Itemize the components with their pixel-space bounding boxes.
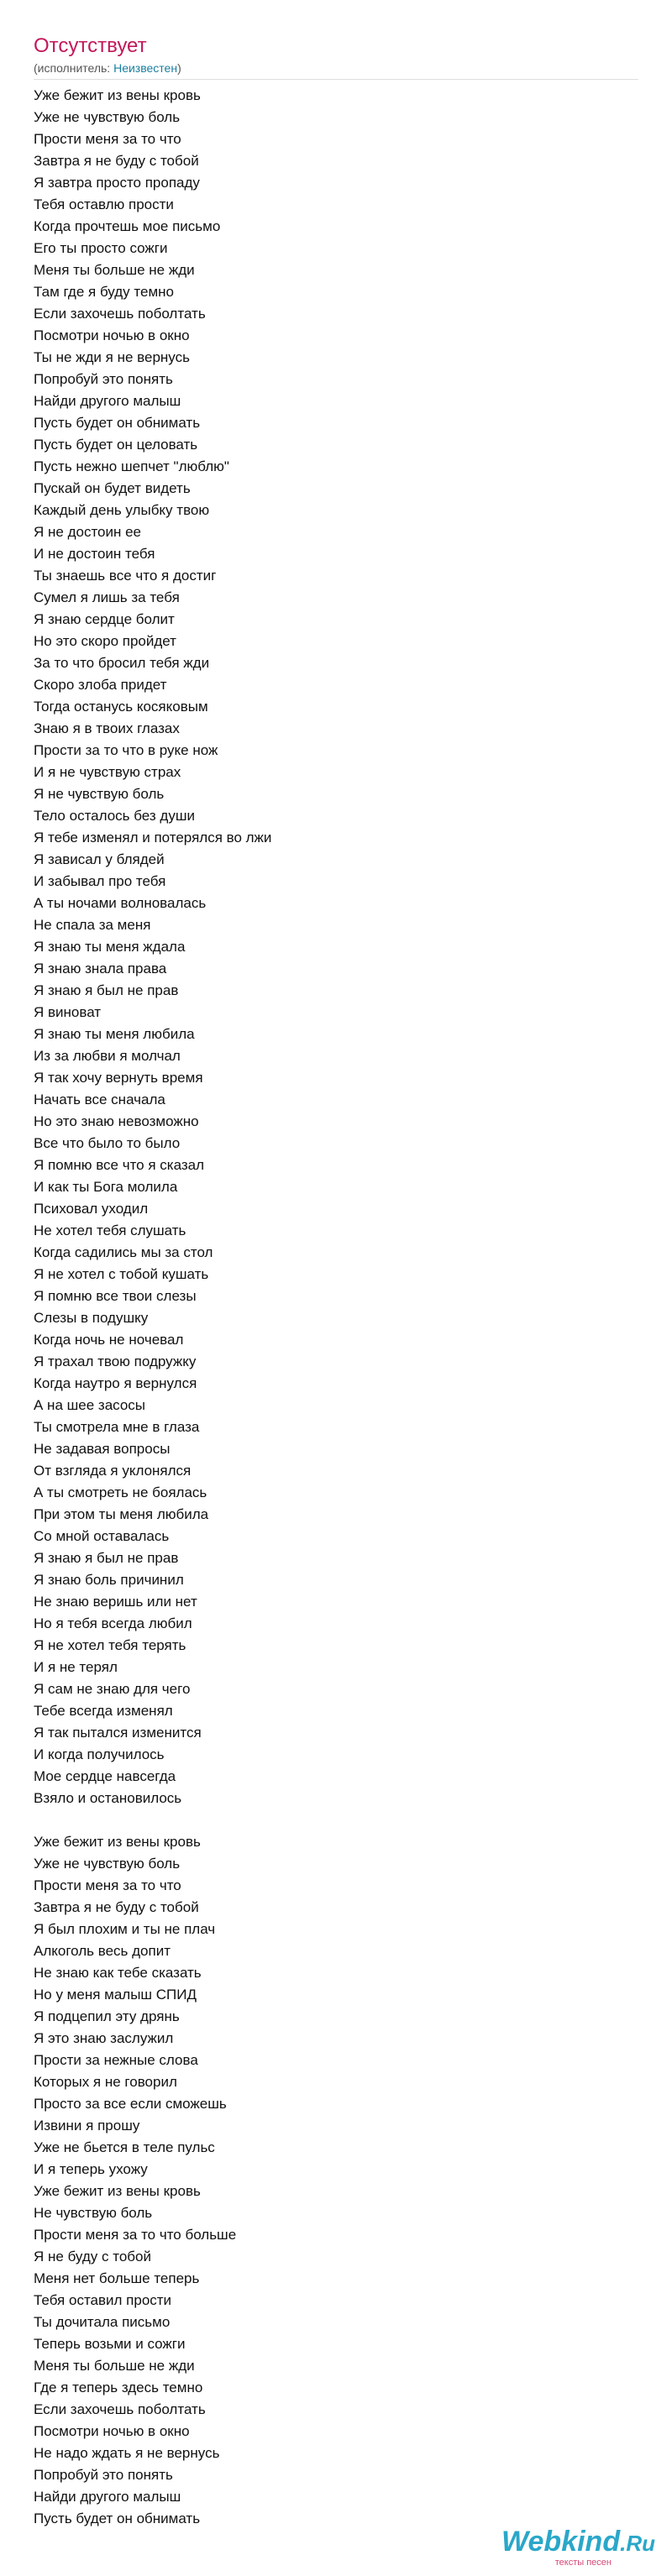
lyric-line: Не чувствую боль xyxy=(34,2205,153,2221)
lyric-line: Если захочешь поболтать xyxy=(34,306,206,322)
lyric-line: Я помню все что я сказал xyxy=(34,1157,205,1173)
lyric-line: Я трахал твою подружку xyxy=(34,1353,197,1369)
lyric-line: Прости за нежные слова xyxy=(34,2052,198,2068)
lyric-line: Которых я не говорил xyxy=(34,2074,177,2090)
lyric-line: Посмотри ночью в окно xyxy=(34,327,190,343)
webkind-logo[interactable] xyxy=(501,2526,655,2568)
lyric-line: Не знаю как тебе сказать xyxy=(34,1965,202,1981)
lyric-line: Если захочешь поболтать xyxy=(34,2401,206,2417)
lyric-line: Просто за все если сможешь xyxy=(34,2096,227,2112)
lyric-line: Я так хочу вернуть время xyxy=(34,1070,203,1086)
logo-wordmark xyxy=(501,2526,655,2559)
lyric-line: Я был плохим и ты не плач xyxy=(34,1921,216,1937)
lyric-line: Не знаю веришь или нет xyxy=(34,1594,197,1610)
lyric-line: При этом ты меня любила xyxy=(34,1506,209,1522)
lyric-line: Когда наутро я вернулся xyxy=(34,1375,197,1391)
lyric-line: Я сам не знаю для чего xyxy=(34,1681,191,1697)
lyric-line: Меня нет больше теперь xyxy=(34,2270,200,2286)
lyric-line: Но я тебя всегда любил xyxy=(34,1615,192,1631)
lyric-line: Взяло и остановилось xyxy=(34,1790,182,1806)
lyric-line: Уже не чувствую боль xyxy=(34,109,181,125)
lyric-line: Я помню все твои слезы xyxy=(34,1288,197,1304)
lyric-line: Я подцепил эту дрянь xyxy=(34,2008,180,2024)
lyric-line: Я знаю сердце болит xyxy=(34,611,175,627)
logo-tagline: тексты песен xyxy=(554,2558,612,2568)
lyric-line: Завтра я не буду с тобой xyxy=(34,153,199,169)
lyric-line: Прости меня за то что xyxy=(34,1877,181,1893)
lyric-line: Слезы в подушку xyxy=(34,1310,149,1326)
lyric-line: Ты смотрела мне в глаза xyxy=(34,1419,200,1435)
lyric-line: Уже не бьется в теле пульс xyxy=(34,2139,215,2155)
lyric-line: Психовал уходил xyxy=(34,1201,149,1217)
lyric-line: Я тебе изменял и потерялся во лжи xyxy=(34,830,272,846)
lyric-line: Уже бежит из вены кровь xyxy=(34,87,201,103)
lyric-line: Все что было то было xyxy=(34,1135,181,1151)
lyric-line: Уже бежит из вены кровь xyxy=(34,2183,201,2199)
lyric-line: Я зависал у блядей xyxy=(34,851,165,867)
lyric-line: Я завтра просто пропаду xyxy=(34,175,200,191)
lyric-line: Я знаю знала права xyxy=(34,961,167,976)
lyric-line: Тебя оставлю прости xyxy=(34,196,174,212)
lyric-line: Мое сердце навсегда xyxy=(34,1768,176,1784)
lyric-line: Найди другого малыш xyxy=(34,393,181,409)
lyric-line: Где я теперь здесь темно xyxy=(34,2380,203,2395)
artist-line xyxy=(34,60,181,76)
lyric-line: Но это скоро пройдет xyxy=(34,633,176,649)
lyric-line: Пусть нежно шепчет "люблю" xyxy=(34,458,229,474)
lyric-line: Завтра я не буду с тобой xyxy=(34,1899,199,1915)
lyric-line: Когда ночь не ночевал xyxy=(34,1332,184,1348)
lyric-line: Скоро злоба придет xyxy=(34,677,167,693)
lyric-line: Не спала за меня xyxy=(34,917,151,933)
lyric-line: Попробуй это понять xyxy=(34,371,173,387)
lyric-line: И забывал про тебя xyxy=(34,873,166,889)
lyric-line: Я не хотел тебя терять xyxy=(34,1637,186,1653)
logo-web: Web xyxy=(501,2526,562,2558)
lyric-line: Прости за то что в руке нож xyxy=(34,742,218,758)
lyric-line: Там где я буду темно xyxy=(34,284,174,300)
lyric-line: Меня ты больше не жди xyxy=(34,2358,195,2374)
lyric-line: Ты знаешь все что я достиг xyxy=(34,568,217,584)
lyric-line: Извини я прошу xyxy=(34,2118,140,2134)
lyric-line: Посмотри ночью в окно xyxy=(34,2423,190,2439)
lyric-line: Пускай он будет видеть xyxy=(34,480,191,496)
lyric-line: Я это знаю заслужил xyxy=(34,2030,174,2046)
lyric-line: За то что бросил тебя жди xyxy=(34,655,210,671)
lyric-line: Из за любви я молчал xyxy=(34,1048,181,1064)
lyric-line: Его ты просто сожги xyxy=(34,240,168,256)
lyric-line: Пусть будет он обнимать xyxy=(34,2511,201,2526)
lyric-line: Прости меня за то что больше xyxy=(34,2227,237,2243)
lyric-line: Ты не жди я не вернусь xyxy=(34,349,190,365)
lyric-line: Я знаю боль причинил xyxy=(34,1572,184,1588)
lyric-line: Попробуй это понять xyxy=(34,2467,173,2483)
song-title: Отсутствует xyxy=(34,34,147,57)
lyric-line: Пусть будет он обнимать xyxy=(34,415,201,431)
lyric-line: И я не чувствую страх xyxy=(34,764,181,780)
lyric-line: Тебе всегда изменял xyxy=(34,1703,173,1719)
lyric-line: Прости меня за то что xyxy=(34,131,181,147)
lyric-line: Тело осталось без души xyxy=(34,808,195,824)
lyric-line: Я знаю я был не прав xyxy=(34,982,179,998)
artist-suffix: ) xyxy=(177,61,181,75)
lyric-line: Не надо ждать я не вернусь xyxy=(34,2445,220,2461)
lyric-line: Тебя оставил прости xyxy=(34,2292,172,2308)
lyric-line: Я не буду с тобой xyxy=(34,2249,151,2264)
artist-prefix: (исполнитель: xyxy=(34,61,114,75)
lyric-line: Но у меня малыш СПИД xyxy=(34,1987,197,2003)
lyric-line: Я знаю ты меня любила xyxy=(34,1026,195,1042)
lyric-line: А ты ночами волновалась xyxy=(34,895,207,911)
lyric-line: И я теперь ухожу xyxy=(34,2161,148,2177)
lyric-line: Тогда останусь косяковым xyxy=(34,699,208,715)
lyric-line: Я знаю я был не прав xyxy=(34,1550,179,1566)
verse-gap xyxy=(34,1809,638,1831)
lyric-line: Я не достоин ее xyxy=(34,524,142,540)
lyric-line: Сумел я лишь за тебя xyxy=(34,589,180,605)
logo-kind: kind xyxy=(561,2526,621,2558)
lyric-line: Ты дочитала письмо xyxy=(34,2314,171,2330)
lyric-line: Со мной оставалась xyxy=(34,1528,170,1544)
lyrics-text xyxy=(34,85,638,2530)
lyric-line: Я не чувствую боль xyxy=(34,786,165,802)
lyric-line: И как ты Бога молила xyxy=(34,1179,178,1195)
lyric-line: Пусть будет он целовать xyxy=(34,437,198,453)
lyric-line: Когда прочтешь мое письмо xyxy=(34,218,221,234)
lyric-line: Найди другого малыш xyxy=(34,2489,181,2505)
lyric-line: Я виноват xyxy=(34,1004,102,1020)
lyric-line: Но это знаю невозможно xyxy=(34,1113,199,1129)
lyric-line: От взгляда я уклонялся xyxy=(34,1463,192,1479)
lyric-line: Уже бежит из вены кровь xyxy=(34,1834,201,1850)
lyric-line: Я так пытался изменится xyxy=(34,1725,202,1741)
lyric-line: Я знаю ты меня ждала xyxy=(34,939,186,955)
lyric-line: Каждый день улыбку твою xyxy=(34,502,210,518)
lyric-line: Уже не чувствую боль xyxy=(34,1856,181,1872)
lyric-line: Алкоголь весь допит xyxy=(34,1943,171,1959)
artist-link[interactable]: Неизвестен xyxy=(113,61,178,75)
logo-ru: .Ru xyxy=(620,2531,655,2556)
lyric-line: А на шее засосы xyxy=(34,1397,146,1413)
lyric-line: Когда садились мы за стол xyxy=(34,1244,213,1260)
header-divider xyxy=(34,79,638,80)
lyric-line: Я не хотел с тобой кушать xyxy=(34,1266,209,1282)
lyric-line: А ты смотреть не боялась xyxy=(34,1484,207,1500)
lyric-line: Начать все сначала xyxy=(34,1092,165,1107)
lyric-line: И не достоин тебя xyxy=(34,546,155,562)
lyric-line: И когда получилось xyxy=(34,1746,165,1762)
lyric-line: Меня ты больше не жди xyxy=(34,262,195,278)
lyric-line: Не задавая вопросы xyxy=(34,1441,171,1457)
lyric-line: Не хотел тебя слушать xyxy=(34,1223,186,1238)
lyric-line: Теперь возьми и сожги xyxy=(34,2336,186,2352)
lyric-line: И я не терял xyxy=(34,1659,118,1675)
lyric-line: Знаю я в твоих глазах xyxy=(34,720,180,736)
